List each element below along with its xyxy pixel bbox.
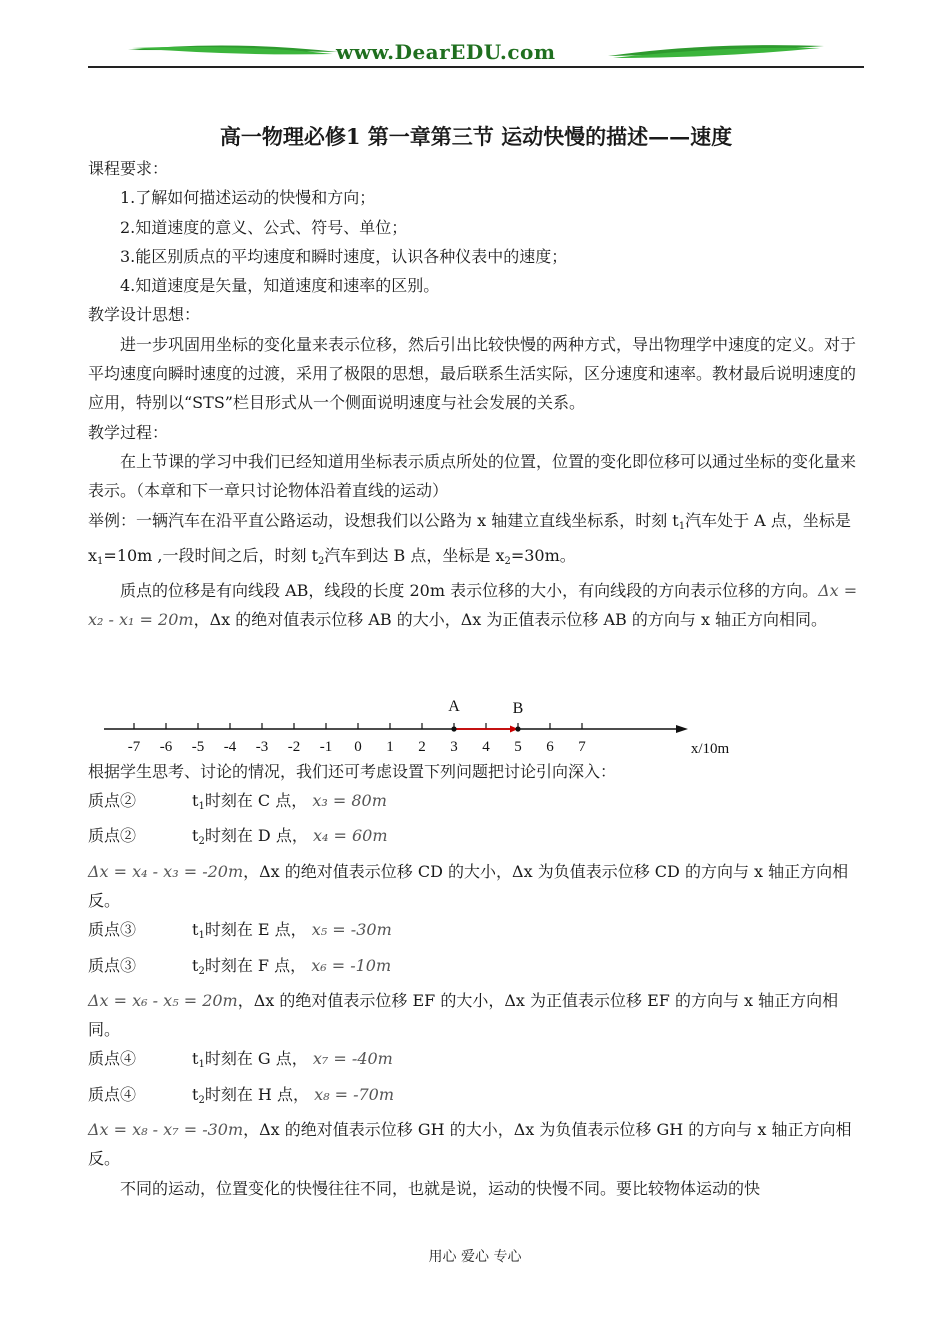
page-footer: 用心 爱心 专心	[428, 1249, 522, 1265]
axis-tick-label: 5	[514, 738, 522, 755]
requirements-heading: 课程要求：	[88, 159, 169, 178]
axis-tick-label: 3	[450, 738, 458, 755]
axis-tick-label: 4	[482, 738, 490, 755]
case-3-line-2: 质点④ $t_2$时刻在 H 点， x₈ = -70m	[88, 1084, 395, 1106]
discussion-lead: 根据学生思考、讨论的情况，我们还可考虑设置下列问题把讨论引向深入：	[88, 761, 617, 781]
closing-paragraph: 不同的运动，位置变化的快慢往往不同，也就是说，运动的快慢不同。要比较物体运动的快	[120, 1178, 761, 1198]
design-paragraph: 进一步巩固用坐标的变化量来表示位移，然后引出比较快慢的两种方式，导出物理学中速度的定义。对于平均速度向瞬时速度的过渡，采用了极限的思想，最后联系生活实际，区分速度和速率。教材最后说明速度的应用，特别以“STS”栏目形式从一个侧面说明速度与社会发展的关系。	[88, 334, 857, 413]
axis-arrow-icon	[676, 725, 688, 733]
axis-tick-label: 2	[418, 738, 426, 755]
process-intro: 在上节课的学习中我们已经知道用坐标表示质点所处的位置，位置的变化即位移可以通过坐标的变化量来表示。（本章和下一章只讨论物体沿着直线的运动）	[88, 451, 857, 501]
case-2-line-1: 质点③ $t_1$时刻在 E 点， x₅ = -30m	[88, 920, 392, 942]
requirement-item-2: 2.知道速度的意义、公式、符号、单位；	[120, 217, 408, 237]
axis-tick-label: 7	[578, 738, 586, 755]
requirement-item-3: 3.能区别质点的平均速度和瞬时速度，认识各种仪表中的速度；	[120, 246, 568, 266]
axis-tick-label: -5	[191, 738, 205, 755]
case-3-calc: Δx = x₈ - x₇ = -30m，Δx 的绝对值表示位移 GH 的大小，Δx 为负值表示位移 GH 的方向与 x 轴正方向相反。	[88, 1120, 852, 1169]
axis-tick-label: -7	[127, 738, 141, 755]
axis-tick-label: -3	[255, 738, 269, 755]
point-b-marker	[515, 726, 520, 731]
case-2-calc: Δx = x₆ - x₅ = 20m，Δx 的绝对值表示位移 EF 的大小，Δx 为正值表示位移 EF 的方向与 x 轴正方向相同。	[88, 990, 839, 1040]
axis-tick-label: -4	[223, 738, 237, 755]
case-1-line-1: 质点② $t_1$时刻在 C 点， x₃ = 80m	[88, 791, 387, 813]
axis-tick-label: 1	[386, 738, 394, 755]
axis-tick-label: -1	[319, 738, 333, 755]
header-rule	[88, 66, 864, 68]
page-title: 高一物理必修1 第一章第三节 运动快慢的描述——速度	[219, 124, 733, 149]
point-b-label: B	[512, 699, 524, 717]
design-heading: 教学设计思想：	[88, 305, 201, 325]
axis-tick-label: 6	[546, 738, 554, 755]
case-2-line-2: 质点③ $t_2$时刻在 F 点， x₆ = -10m	[88, 955, 392, 977]
document-body	[88, 120, 864, 1203]
displacement-paragraph: 质点的位移是有向线段 AB，线段的长度 20m 表示位移的大小，有向线段的方向表示位移的方向。Δx = x₂ - x₁ = 20m，Δx 的绝对值表示位移 AB 的大小，Δx 为正值表示位移 AB 的方向与 x 轴正方向相同。	[88, 581, 858, 630]
process-heading: 教学过程：	[88, 422, 169, 442]
requirement-item-1: 1.了解如何描述运动的快慢和方向；	[120, 188, 376, 208]
axis-tick-label: 0	[354, 738, 362, 755]
point-a-marker	[451, 726, 456, 731]
requirement-item-4: 4.知道速度是矢量，知道速度和速率的区别。	[120, 276, 440, 296]
axis-tick-label: -6	[159, 738, 173, 755]
example-paragraph: 举例：一辆汽车在沿平直公路运动，设想我们以公路为 x 轴建立直线坐标系，时刻 $t_1$汽车处于 A 点，坐标是 $x_1=10m$ ,一段时间之后，时刻 $t_2$汽车到达 B 点，坐标是 $x_2=30m$。	[88, 510, 851, 567]
number-line-figure	[88, 695, 864, 757]
case-1-calc: Δx = x₄ - x₃ = -20m，Δx 的绝对值表示位移 CD 的大小，Δx 为负值表示位移 CD 的方向与 x 轴正方向相反。	[88, 861, 849, 910]
axis-unit-label: x/10m	[690, 740, 730, 757]
site-logo: www.DearEDU.com	[336, 40, 556, 64]
case-3-line-1: 质点④ $t_1$时刻在 G 点， x₇ = -40m	[88, 1049, 393, 1071]
axis-tick-label: -2	[287, 738, 301, 755]
case-1-line-2: 质点② $t_2$时刻在 D 点， x₄ = 60m	[88, 826, 388, 848]
number-line	[88, 695, 864, 757]
formula-ab: Δx = x₂ - x₁ = 20m	[88, 581, 858, 630]
point-a-label: A	[448, 697, 460, 715]
